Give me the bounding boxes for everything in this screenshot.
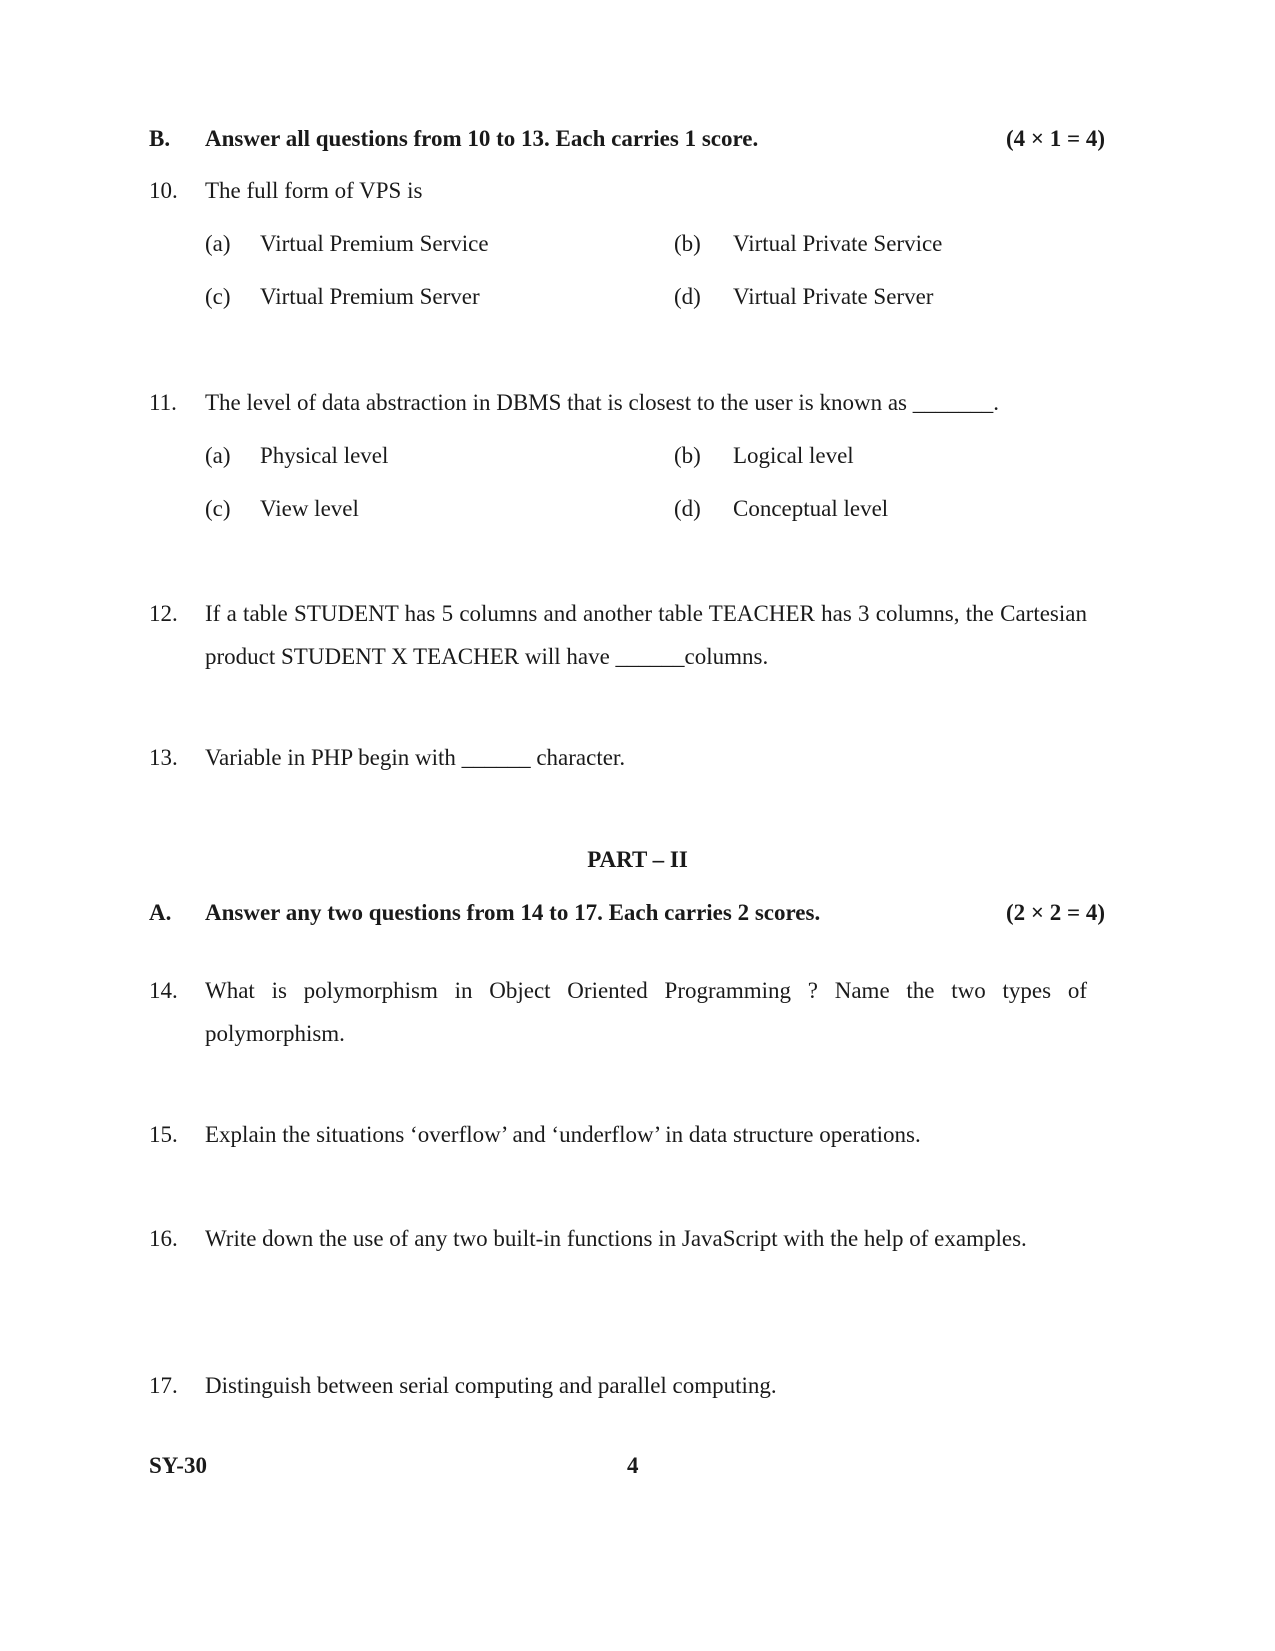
question-number: 14. bbox=[149, 978, 178, 1003]
option-text: Virtual Premium Service bbox=[260, 231, 489, 256]
question-number: 13. bbox=[149, 745, 178, 770]
option-text: View level bbox=[260, 496, 359, 521]
option-text: Virtual Private Server bbox=[733, 284, 934, 309]
section-a-marks: (2 × 2 = 4) bbox=[1006, 900, 1106, 925]
section-b-letter: B. bbox=[149, 126, 171, 151]
option-label: (a) bbox=[205, 231, 231, 256]
section-b-marks: (4 × 1 = 4) bbox=[1006, 126, 1106, 151]
question-text: Distinguish between serial computing and parallel computing. bbox=[205, 1373, 777, 1398]
question-number: 11. bbox=[149, 390, 177, 415]
option-text: Conceptual level bbox=[733, 496, 889, 521]
option-label: (b) bbox=[674, 231, 701, 256]
part-title: PART – II bbox=[587, 847, 688, 872]
section-b-instruction: Answer all questions from 10 to 13. Each carries 1 score. bbox=[205, 126, 759, 151]
option-text: Physical level bbox=[260, 443, 389, 468]
option-label: (d) bbox=[674, 284, 701, 309]
question-number: 15. bbox=[149, 1122, 178, 1147]
option-label: (c) bbox=[205, 496, 231, 521]
question-number: 10. bbox=[149, 178, 178, 203]
question-text: The full form of VPS is bbox=[205, 178, 423, 203]
question-text: If a table STUDENT has 5 columns and another table TEACHER has 3 columns, the Cartesian product STUDENT X TEACHER will have ______columns. bbox=[205, 601, 1087, 669]
option-label: (a) bbox=[205, 443, 231, 468]
option-text: Virtual Premium Server bbox=[260, 284, 480, 309]
question-number: 12. bbox=[149, 601, 178, 626]
question-text: What is polymorphism in Object Oriented Programming ? Name the two types of polymorphism. bbox=[205, 978, 1087, 1046]
option-text: Virtual Private Service bbox=[733, 231, 943, 256]
question-number: 16. bbox=[149, 1226, 178, 1251]
question-number: 17. bbox=[149, 1373, 178, 1398]
footer-code: SY-30 bbox=[149, 1453, 207, 1478]
question-text: Write down the use of any two built-in functions in JavaScript with the help of examples. bbox=[205, 1226, 1027, 1251]
option-label: (c) bbox=[205, 284, 231, 309]
question-text: Explain the situations ‘overflow’ and ‘underflow’ in data structure operations. bbox=[205, 1122, 921, 1147]
page-number: 4 bbox=[627, 1453, 639, 1478]
option-label: (d) bbox=[674, 496, 701, 521]
question-text: The level of data abstraction in DBMS that is closest to the user is known as _______. bbox=[205, 390, 1000, 415]
section-a-instruction: Answer any two questions from 14 to 17. Each carries 2 scores. bbox=[205, 900, 821, 925]
option-text: Logical level bbox=[733, 443, 854, 468]
option-label: (b) bbox=[674, 443, 701, 468]
question-text: Variable in PHP begin with ______ character. bbox=[205, 745, 626, 770]
section-a-letter: A. bbox=[149, 900, 172, 925]
